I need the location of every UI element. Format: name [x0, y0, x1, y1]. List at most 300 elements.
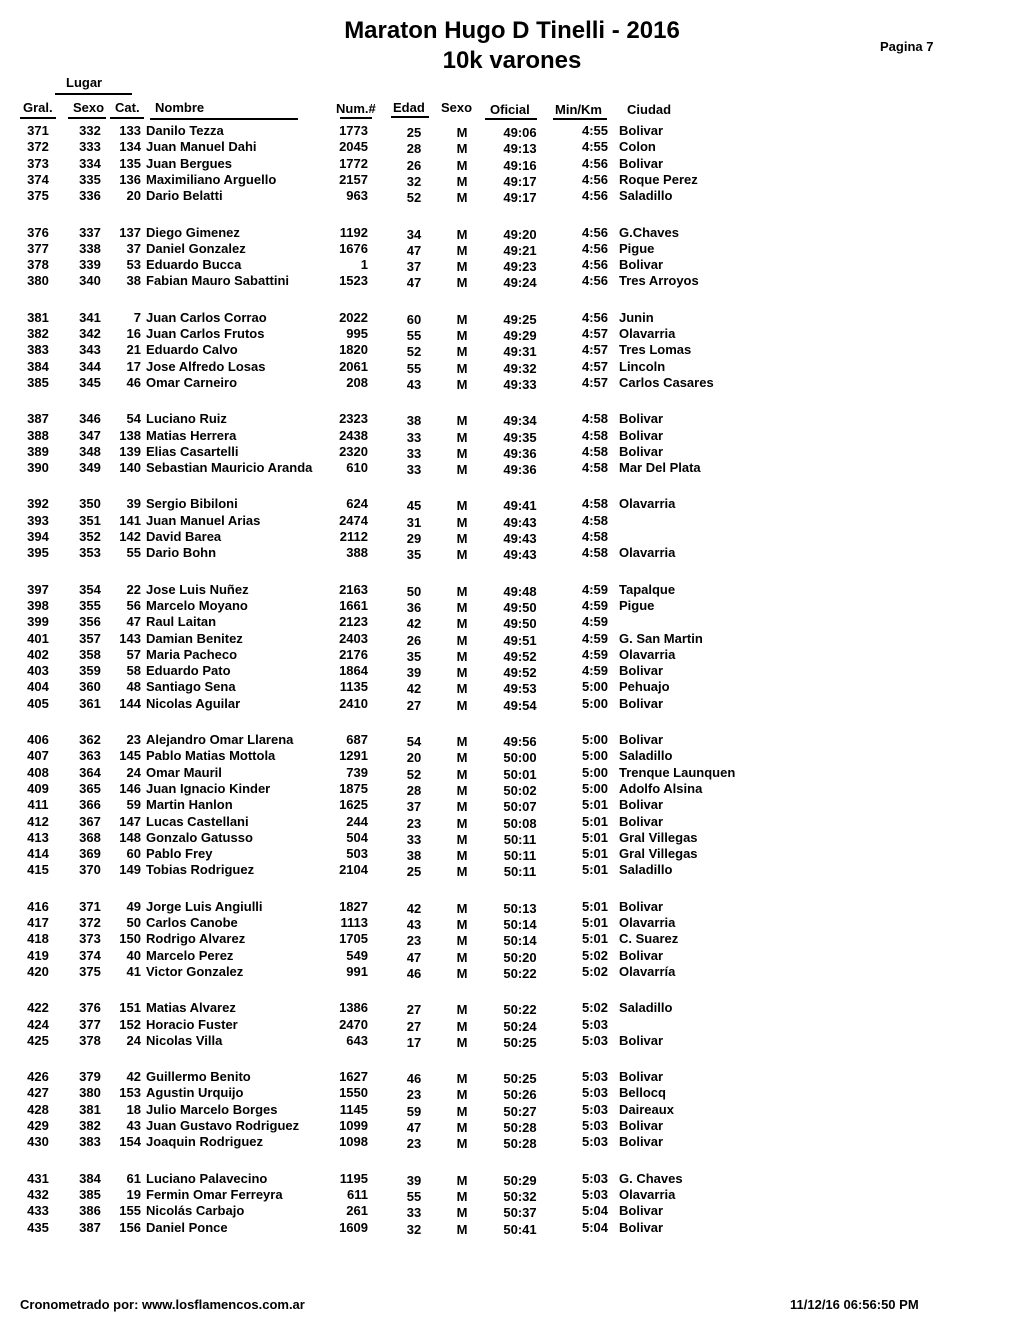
- cell-edad: 54: [406, 734, 422, 749]
- cell-edad: 27: [406, 1018, 422, 1034]
- table-row: [0, 781, 1024, 797]
- cell-sexo: M: [456, 328, 468, 343]
- table-row: [0, 1203, 1024, 1219]
- table-row: [0, 1171, 1024, 1187]
- cell-sexo-place: 360: [79, 679, 101, 695]
- cell-gral: 383: [27, 342, 49, 358]
- cell-gral: 433: [27, 1203, 49, 1219]
- cell-minkm: 4:58: [581, 529, 608, 544]
- cell-sexo-place: 357: [79, 630, 101, 646]
- table-row: [0, 188, 1024, 204]
- cell-oficial: 50:01: [503, 766, 537, 782]
- cell-edad: 28: [406, 782, 422, 798]
- table-row: [0, 696, 1024, 712]
- cell-edad: 45: [406, 498, 422, 514]
- cell-edad: 46: [406, 965, 422, 981]
- cell-edad: 47: [406, 275, 422, 291]
- cell-oficial: 50:28: [503, 1136, 537, 1152]
- cell-sexo: M: [456, 190, 468, 206]
- cell-oficial: 49:31: [503, 344, 537, 360]
- cell-edad: 39: [406, 1172, 422, 1188]
- cell-ciudad: Junin: [619, 309, 654, 325]
- cell-sexo: M: [456, 376, 468, 392]
- cell-gral: 393: [27, 512, 49, 528]
- cell-ciudad: Daireaux: [619, 1101, 674, 1117]
- table-row: [0, 732, 1024, 748]
- page-subtitle: 10k varones: [442, 47, 582, 74]
- table-row: [0, 765, 1024, 781]
- cell-gral: 402: [27, 646, 49, 662]
- cell-edad: 23: [406, 933, 422, 949]
- cell-edad: 25: [406, 864, 422, 880]
- cell-oficial: 50:13: [503, 900, 537, 916]
- table-row: [0, 582, 1024, 598]
- cell-oficial: 49:36: [503, 462, 537, 478]
- cell-sexo: M: [456, 864, 468, 880]
- cell-sexo-place: 347: [79, 427, 101, 443]
- cell-cat: 17: [126, 358, 141, 374]
- cell-num: 611: [347, 1186, 368, 1202]
- cell-ciudad: Bolivar: [619, 411, 664, 427]
- cell-ciudad: Saladillo: [619, 862, 673, 878]
- cell-edad: 20: [406, 750, 422, 766]
- cell-sexo-place: 372: [79, 915, 101, 930]
- cell-cat: 53: [126, 257, 141, 273]
- cell-cat: 155: [119, 1203, 141, 1219]
- cell-nombre: Joaquin Rodriguez: [146, 1134, 263, 1150]
- header-gral: Gral.: [23, 100, 53, 115]
- cell-oficial: 50:27: [503, 1103, 537, 1119]
- table-row: [0, 172, 1024, 188]
- cell-gral: 422: [27, 1000, 49, 1016]
- cell-minkm: 5:04: [581, 1203, 608, 1219]
- cell-oficial: 49:20: [503, 226, 537, 242]
- cell-num: 2320: [339, 443, 368, 459]
- cell-cat: 152: [119, 1016, 141, 1032]
- cell-cat: 50: [126, 915, 141, 930]
- cell-oficial: 49:33: [503, 376, 537, 392]
- cell-nombre: Guillermo Benito: [146, 1069, 251, 1085]
- cell-nombre: Julio Marcelo Borges: [146, 1101, 278, 1117]
- cell-ciudad: G. San Martin: [619, 630, 703, 646]
- cell-sexo-place: 378: [79, 1032, 101, 1048]
- cell-cat: 24: [126, 764, 141, 780]
- cell-ciudad: Olavarria: [619, 915, 676, 930]
- cell-sexo: M: [456, 498, 468, 514]
- cell-oficial: 49:41: [503, 498, 537, 514]
- cell-ciudad: Bolivar: [619, 1118, 664, 1133]
- cell-cat: 39: [126, 496, 141, 512]
- cell-sexo: M: [456, 311, 468, 327]
- cell-nombre: Maximiliano Arguello: [146, 171, 277, 187]
- cell-num: 1145: [339, 1101, 368, 1117]
- cell-minkm: 5:01: [581, 915, 608, 930]
- header-oficial: Oficial: [490, 102, 530, 117]
- cell-cat: 154: [119, 1134, 141, 1150]
- cell-nombre: Horacio Fuster: [146, 1016, 238, 1032]
- cell-ciudad: Bellocq: [619, 1085, 666, 1101]
- cell-cat: 59: [126, 797, 141, 813]
- cell-sexo: M: [456, 616, 468, 632]
- cell-nombre: Jose Alfredo Losas: [146, 358, 266, 374]
- cell-cat: 37: [126, 240, 141, 256]
- cell-ciudad: Tapalque: [619, 581, 676, 597]
- cell-edad: 42: [406, 616, 422, 632]
- cell-ciudad: Lincoln: [619, 358, 666, 374]
- cell-oficial: 49:50: [503, 616, 537, 632]
- cell-gral: 429: [27, 1118, 49, 1133]
- cell-cat: 40: [126, 947, 141, 963]
- cell-edad: 32: [406, 173, 422, 189]
- cell-num: 995: [346, 326, 368, 341]
- cell-minkm: 5:01: [581, 813, 608, 829]
- cell-oficial: 50:22: [503, 1002, 537, 1018]
- cell-sexo-place: 376: [79, 1000, 101, 1016]
- cell-sexo-place: 361: [79, 695, 101, 711]
- table-row: [0, 1033, 1024, 1049]
- table-row: [0, 1000, 1024, 1016]
- cell-sexo: M: [456, 831, 468, 847]
- cell-sexo: M: [456, 599, 468, 615]
- cell-oficial: 49:52: [503, 648, 537, 664]
- cell-sexo-place: 337: [79, 224, 101, 240]
- cell-oficial: 50:14: [503, 917, 537, 932]
- cell-cat: 147: [119, 813, 141, 829]
- cell-cat: 156: [119, 1219, 141, 1235]
- cell-sexo-place: 387: [79, 1219, 101, 1235]
- cell-minkm: 4:56: [581, 240, 608, 256]
- table-row: [0, 899, 1024, 915]
- cell-ciudad: Olavarria: [619, 496, 676, 512]
- cell-sexo-place: 384: [79, 1170, 101, 1186]
- cell-oficial: 50:25: [503, 1034, 537, 1050]
- table-row: [0, 156, 1024, 172]
- cell-gral: 406: [27, 732, 49, 747]
- cell-num: 1773: [339, 123, 368, 138]
- cell-sexo: M: [456, 1071, 468, 1087]
- cell-minkm: 5:00: [581, 732, 608, 747]
- cell-edad: 47: [406, 949, 422, 965]
- table-row: [0, 948, 1024, 964]
- cell-sexo: M: [456, 583, 468, 599]
- cell-num: 2157: [339, 171, 368, 187]
- cell-nombre: Daniel Gonzalez: [146, 240, 246, 256]
- table-row: [0, 225, 1024, 241]
- cell-sexo-place: 374: [79, 947, 101, 963]
- cell-edad: 52: [406, 190, 422, 206]
- cell-sexo-place: 380: [79, 1085, 101, 1101]
- cell-ciudad: Pigue: [619, 240, 655, 256]
- table-row: [0, 614, 1024, 630]
- cell-ciudad: Gral Villegas: [619, 846, 698, 862]
- cell-gral: 431: [27, 1170, 49, 1186]
- cell-cat: 38: [126, 273, 141, 289]
- cell-nombre: Juan Ignacio Kinder: [146, 780, 271, 796]
- cell-edad: 26: [406, 157, 422, 173]
- cell-gral: 394: [27, 529, 49, 544]
- cell-gral: 413: [27, 829, 49, 845]
- cell-edad: 47: [406, 242, 422, 258]
- table-row: [0, 1085, 1024, 1101]
- cell-cat: 133: [119, 123, 141, 138]
- cell-sexo: M: [456, 173, 468, 189]
- header-minkm: Min/Km: [555, 102, 602, 117]
- cell-sexo: M: [456, 275, 468, 291]
- cell-edad: 23: [406, 1087, 422, 1103]
- cell-oficial: 49:56: [503, 734, 537, 749]
- cell-oficial: 50:41: [503, 1221, 537, 1237]
- cell-minkm: 5:03: [581, 1118, 608, 1133]
- cell-edad: 34: [406, 226, 422, 242]
- cell-ciudad: Bolivar: [619, 898, 664, 914]
- cell-cat: 7: [133, 309, 141, 325]
- cell-minkm: 4:55: [581, 123, 608, 138]
- cell-minkm: 4:58: [581, 460, 608, 476]
- cell-minkm: 4:58: [581, 512, 608, 528]
- cell-ciudad: C. Suarez: [619, 931, 679, 947]
- cell-num: 2022: [339, 309, 368, 325]
- cell-gral: 403: [27, 663, 49, 679]
- header-num: Num.#: [336, 101, 376, 116]
- cell-nombre: Pablo Matias Mottola: [146, 748, 276, 764]
- cell-sexo: M: [456, 514, 468, 530]
- cell-sexo: M: [456, 1103, 468, 1119]
- table-row: [0, 964, 1024, 980]
- cell-edad: 42: [406, 900, 422, 916]
- cell-edad: 50: [406, 583, 422, 599]
- cell-cat: 141: [119, 512, 141, 528]
- cell-sexo-place: 385: [79, 1186, 101, 1202]
- cell-num: 1864: [339, 663, 368, 679]
- table-row: [0, 1017, 1024, 1033]
- table-row: [0, 444, 1024, 460]
- cell-minkm: 5:01: [581, 829, 608, 845]
- cell-sexo: M: [456, 1018, 468, 1034]
- cell-num: 1661: [339, 597, 368, 613]
- cell-nombre: Omar Carneiro: [146, 374, 238, 390]
- cell-minkm: 5:00: [581, 764, 608, 780]
- cell-cat: 42: [126, 1069, 141, 1085]
- cell-gral: 425: [27, 1032, 49, 1048]
- cell-sexo: M: [456, 141, 468, 157]
- cell-minkm: 4:58: [581, 545, 608, 561]
- cell-oficial: 49:43: [503, 547, 537, 563]
- table-row: [0, 631, 1024, 647]
- cell-num: 1135: [339, 679, 368, 695]
- cell-edad: 42: [406, 681, 422, 697]
- cell-cat: 146: [119, 780, 141, 796]
- cell-gral: 401: [27, 630, 49, 646]
- cell-ciudad: Carlos Casares: [619, 374, 714, 390]
- cell-oficial: 50:37: [503, 1205, 537, 1221]
- cell-oficial: 50:02: [503, 782, 537, 798]
- cell-edad: 39: [406, 665, 422, 681]
- header-num-underline: [340, 117, 372, 119]
- cell-ciudad: Tres Lomas: [619, 342, 692, 358]
- cell-minkm: 4:56: [581, 257, 608, 273]
- cell-nombre: Dario Belatti: [146, 188, 223, 204]
- cell-sexo-place: 340: [79, 273, 101, 289]
- cell-cat: 135: [119, 155, 141, 171]
- cell-sexo: M: [456, 1136, 468, 1152]
- cell-sexo-place: 382: [79, 1118, 101, 1133]
- header-cat-underline: [110, 117, 144, 119]
- cell-sexo: M: [456, 360, 468, 376]
- cell-gral: 411: [27, 797, 49, 813]
- table-row: [0, 257, 1024, 273]
- cell-nombre: Sergio Bibiloni: [146, 496, 238, 512]
- cell-edad: 38: [406, 413, 422, 429]
- cell-edad: 28: [406, 141, 422, 157]
- cell-ciudad: Bolivar: [619, 1219, 664, 1235]
- cell-ciudad: Olavarria: [619, 545, 676, 561]
- cell-nombre: Nicolas Villa: [146, 1032, 223, 1048]
- cell-minkm: 5:03: [581, 1101, 608, 1117]
- cell-num: 739: [346, 764, 368, 780]
- cell-edad: 31: [406, 514, 422, 530]
- table-row: [0, 310, 1024, 326]
- cell-edad: 23: [406, 1136, 422, 1152]
- cell-nombre: Victor Gonzalez: [146, 963, 244, 979]
- cell-num: 624: [346, 496, 368, 512]
- cell-sexo-place: 375: [79, 963, 101, 979]
- cell-sexo: M: [456, 125, 468, 140]
- cell-sexo: M: [456, 848, 468, 864]
- cell-sexo-place: 371: [79, 898, 101, 914]
- cell-num: 503: [346, 846, 368, 862]
- cell-edad: 46: [406, 1071, 422, 1087]
- cell-minkm: 4:56: [581, 171, 608, 187]
- table-row: [0, 411, 1024, 427]
- table-row: [0, 1102, 1024, 1118]
- cell-edad: 27: [406, 1002, 422, 1018]
- cell-nombre: Eduardo Bucca: [146, 257, 242, 273]
- cell-edad: 25: [406, 125, 422, 140]
- cell-sexo: M: [456, 681, 468, 697]
- cell-sexo: M: [456, 665, 468, 681]
- cell-sexo: M: [456, 697, 468, 713]
- cell-nombre: Damian Benitez: [146, 630, 243, 646]
- cell-minkm: 5:01: [581, 797, 608, 813]
- cell-sexo-place: 336: [79, 188, 101, 204]
- cell-sexo-place: 333: [79, 139, 101, 155]
- table-row: [0, 241, 1024, 257]
- cell-cat: 56: [126, 597, 141, 613]
- header-sexo2: Sexo: [441, 100, 473, 115]
- cell-minkm: 5:00: [581, 695, 608, 711]
- cell-sexo: M: [456, 1002, 468, 1018]
- cell-ciudad: Tres Arroyos: [619, 273, 699, 289]
- cell-sexo-place: 335: [79, 171, 101, 187]
- cell-nombre: David Barea: [146, 529, 222, 544]
- cell-sexo: M: [456, 815, 468, 831]
- cell-num: 208: [346, 374, 368, 390]
- cell-nombre: Fermin Omar Ferreyra: [146, 1186, 283, 1202]
- header-gral-underline: [20, 117, 56, 119]
- cell-cat: 144: [119, 695, 141, 711]
- cell-oficial: 50:11: [503, 864, 537, 880]
- cell-nombre: Fabian Mauro Sabattini: [146, 273, 290, 289]
- table-row: [0, 1187, 1024, 1203]
- cell-sexo: M: [456, 750, 468, 766]
- cell-sexo-place: 352: [79, 529, 101, 544]
- cell-ciudad: Olavarría: [619, 963, 676, 979]
- cell-ciudad: Bolivar: [619, 123, 664, 138]
- cell-cat: 57: [126, 646, 141, 662]
- table-row: [0, 1220, 1024, 1236]
- header-minkm-underline: [553, 118, 607, 120]
- cell-nombre: Nicolás Carbajo: [146, 1203, 245, 1219]
- cell-nombre: Tobias Rodriguez: [146, 862, 255, 878]
- cell-num: 1820: [339, 342, 368, 358]
- cell-nombre: Jose Luis Nuñez: [146, 581, 249, 597]
- cell-gral: 418: [27, 931, 49, 947]
- cell-oficial: 49:36: [503, 445, 537, 461]
- cell-minkm: 5:00: [581, 780, 608, 796]
- cell-oficial: 49:51: [503, 632, 537, 648]
- header-edad-underline: [391, 116, 429, 118]
- cell-gral: 374: [27, 171, 49, 187]
- cell-gral: 372: [27, 139, 49, 155]
- cell-sexo-place: 348: [79, 443, 101, 459]
- cell-num: 2410: [339, 695, 368, 711]
- cell-gral: 384: [27, 358, 49, 374]
- cell-nombre: Gonzalo Gatusso: [146, 829, 253, 845]
- cell-minkm: 4:56: [581, 309, 608, 325]
- cell-num: 2104: [339, 862, 368, 878]
- cell-num: 1550: [339, 1085, 368, 1101]
- cell-num: 2323: [339, 411, 368, 427]
- cell-gral: 395: [27, 545, 49, 561]
- cell-minkm: 5:01: [581, 862, 608, 878]
- cell-nombre: Juan Carlos Frutos: [146, 326, 265, 341]
- table-row: [0, 679, 1024, 695]
- cell-sexo: M: [456, 632, 468, 648]
- table-row: [0, 342, 1024, 358]
- cell-gral: 377: [27, 240, 49, 256]
- cell-minkm: 5:04: [581, 1219, 608, 1235]
- cell-ciudad: Colon: [619, 139, 656, 155]
- cell-sexo-place: 368: [79, 829, 101, 845]
- cell-nombre: Pablo Frey: [146, 846, 213, 862]
- cell-cat: 143: [119, 630, 141, 646]
- cell-cat: 139: [119, 443, 141, 459]
- cell-sexo: M: [456, 242, 468, 258]
- cell-oficial: 49:50: [503, 599, 537, 615]
- cell-minkm: 4:58: [581, 496, 608, 512]
- table-row: [0, 814, 1024, 830]
- cell-minkm: 5:03: [581, 1032, 608, 1048]
- table-row: [0, 1134, 1024, 1150]
- cell-oficial: 49:13: [503, 141, 537, 157]
- cell-ciudad: Bolivar: [619, 257, 664, 273]
- cell-num: 1609: [339, 1219, 368, 1235]
- cell-num: 2474: [339, 512, 368, 528]
- cell-cat: 23: [126, 732, 141, 747]
- cell-nombre: Juan Gustavo Rodriguez: [146, 1118, 300, 1133]
- cell-sexo-place: 338: [79, 240, 101, 256]
- cell-oficial: 49:16: [503, 157, 537, 173]
- cell-ciudad: Bolivar: [619, 1032, 664, 1048]
- cell-sexo: M: [456, 157, 468, 173]
- cell-nombre: Maria Pacheco: [146, 646, 238, 662]
- cell-sexo-place: 334: [79, 155, 101, 171]
- cell-ciudad: Bolivar: [619, 155, 664, 171]
- cell-oficial: 49:48: [503, 583, 537, 599]
- cell-edad: 55: [406, 1188, 422, 1204]
- cell-sexo-place: 366: [79, 797, 101, 813]
- page-title: Maraton Hugo D Tinelli - 2016: [344, 17, 680, 44]
